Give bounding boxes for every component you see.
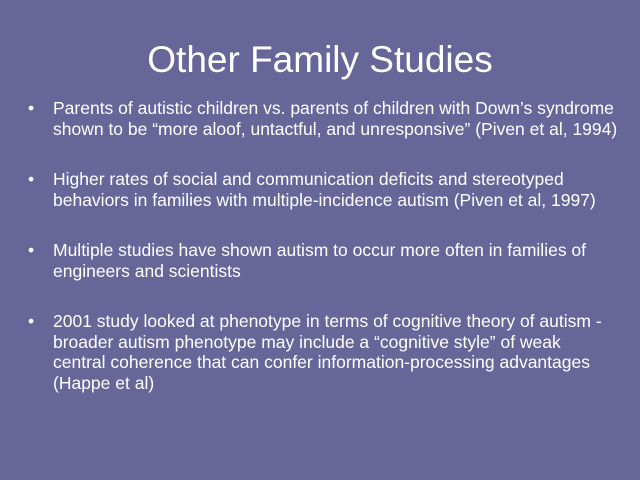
- bullet-dot-icon: •: [28, 240, 35, 260]
- bullet-text: Multiple studies have shown autism to occur more often in families of engineers and scientists: [53, 240, 587, 281]
- bullet-dot-icon: •: [28, 169, 35, 189]
- bullet-dot-icon: •: [28, 311, 35, 331]
- bullet-item: [28, 311, 618, 393]
- bullet-text: Parents of autistic children vs. parents of children with Down’s syndrome shown to be “more aloof, untactful, and unresponsive” (Piven et al, 1994): [53, 98, 618, 139]
- bullet-item: [28, 169, 618, 210]
- slide-title: Other Family Studies: [147, 39, 493, 80]
- bullet-list: [28, 98, 618, 423]
- bullet-text: Higher rates of social and communication deficits and stereotyped behaviors in families with multiple-incidence autism (Piven et al, 1997): [53, 169, 596, 210]
- bullet-dot-icon: •: [28, 98, 35, 118]
- bullet-item: [28, 98, 618, 139]
- bullet-item: [28, 240, 618, 281]
- bullet-text: 2001 study looked at phenotype in terms of cognitive theory of autism - broader autism phenotype may include a “cognitive style” of weak central coherence that can confer information-processing advantages (Happe et al): [53, 311, 602, 393]
